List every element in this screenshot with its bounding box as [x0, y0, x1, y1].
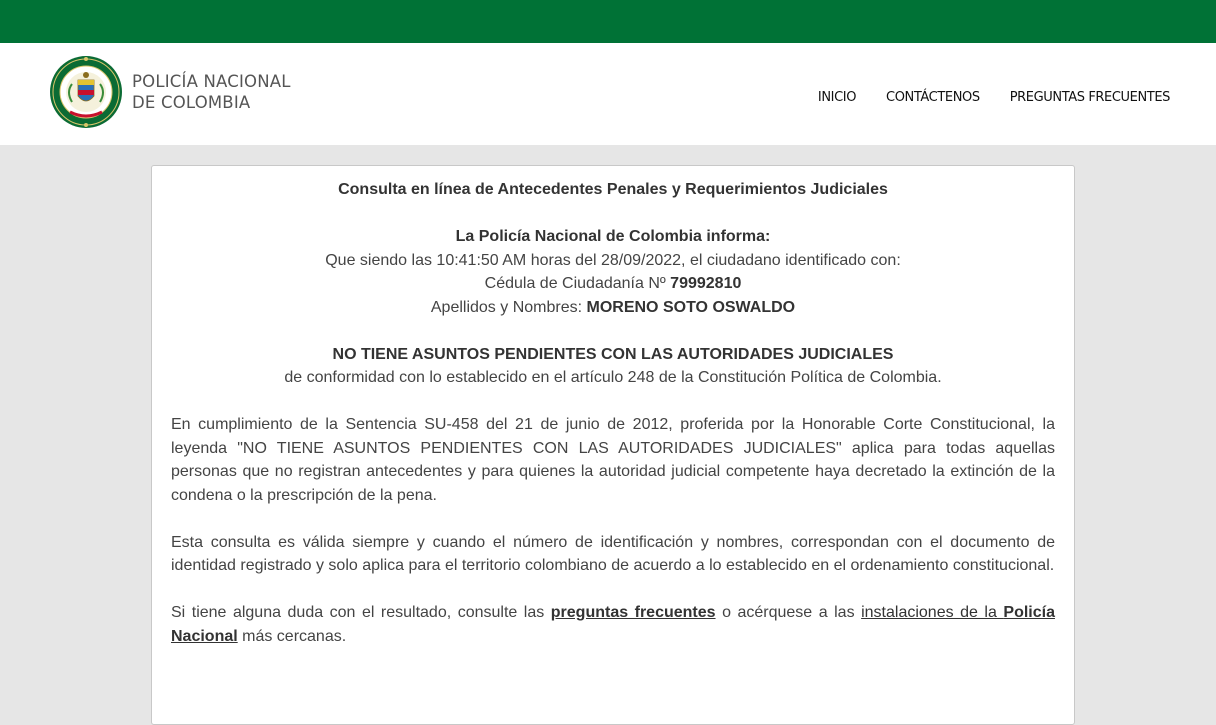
cedula-line — [171, 272, 1055, 296]
nav-preguntas-frecuentes[interactable]: PREGUNTAS FRECUENTES — [1009, 90, 1170, 105]
logo-text — [132, 71, 291, 113]
result-status: NO TIENE ASUNTOS PENDIENTES CON LAS AUTORIDADES JUDICIALES — [332, 345, 894, 363]
help-text-a: Si tiene alguna duda con el resultado, consulte las — [171, 604, 551, 621]
help-text-c: más cercanas. — [237, 627, 347, 645]
result-basis: de conformidad con lo establecido en el artículo 248 de la Constitución Política de Colombia. — [284, 369, 942, 386]
preguntas-frecuentes-link[interactable]: preguntas frecuentes — [550, 604, 716, 621]
validity-paragraph: Esta consulta es válida siempre y cuando el número de identificación y nombres, correspondan con el documento de identidad registrado y solo aplica para el territorio colombiano de acuerdo a lo establecido en el ordenamiento constitucional. — [171, 533, 1055, 574]
site-header — [0, 43, 1216, 145]
consulta-time-line: Que siendo las 10:41:50 AM horas del 28/09/2022, el ciudadano identificado con: — [325, 251, 901, 269]
top-green-bar — [0, 0, 1216, 43]
cedula-label: Cédula de Ciudadanía Nº — [484, 275, 671, 292]
help-text-b: o acérquese a las — [715, 604, 862, 621]
policia-nacional-seal-icon — [48, 54, 124, 130]
result-card — [151, 165, 1075, 725]
nombres-label: Apellidos y Nombres: — [430, 298, 587, 316]
instalaciones-link-text: instalaciones de la — [861, 604, 1004, 621]
logo-line-1: POLICÍA NACIONAL — [132, 72, 291, 91]
nav-contactenos[interactable]: CONTÁCTENOS — [886, 90, 980, 105]
logo[interactable] — [48, 54, 291, 130]
help-paragraph — [171, 601, 1055, 648]
main-nav — [818, 90, 1170, 105]
cedula-value: 79992810 — [670, 275, 742, 292]
sentencia-paragraph: En cumplimiento de la Sentencia SU-458 del 21 de junio de 2012, proferida por la Honorable Corte Constitucional, la leyenda "NO TIENE ASUNTOS PENDIENTES CON LAS AUTORIDADES JUDICIALES" aplica para todas aquellas personas que no registran antecedentes y para quienes la autoridad judicial competente haya decretado la extinción de la condena o la prescripción de la pena. — [171, 416, 1055, 504]
policia-nacional-link-text: Policía Nacional — [171, 604, 1055, 645]
page-title: Consulta en línea de Antecedentes Penales y Requerimientos Judiciales — [338, 181, 888, 198]
nombres-value: MORENO SOTO OSWALDO — [586, 298, 796, 316]
nav-inicio[interactable]: INICIO — [817, 90, 857, 105]
nombres-line — [171, 296, 1055, 320]
informa-heading: La Policía Nacional de Colombia informa: — [455, 228, 771, 245]
logo-line-2: DE COLOMBIA — [132, 93, 251, 112]
